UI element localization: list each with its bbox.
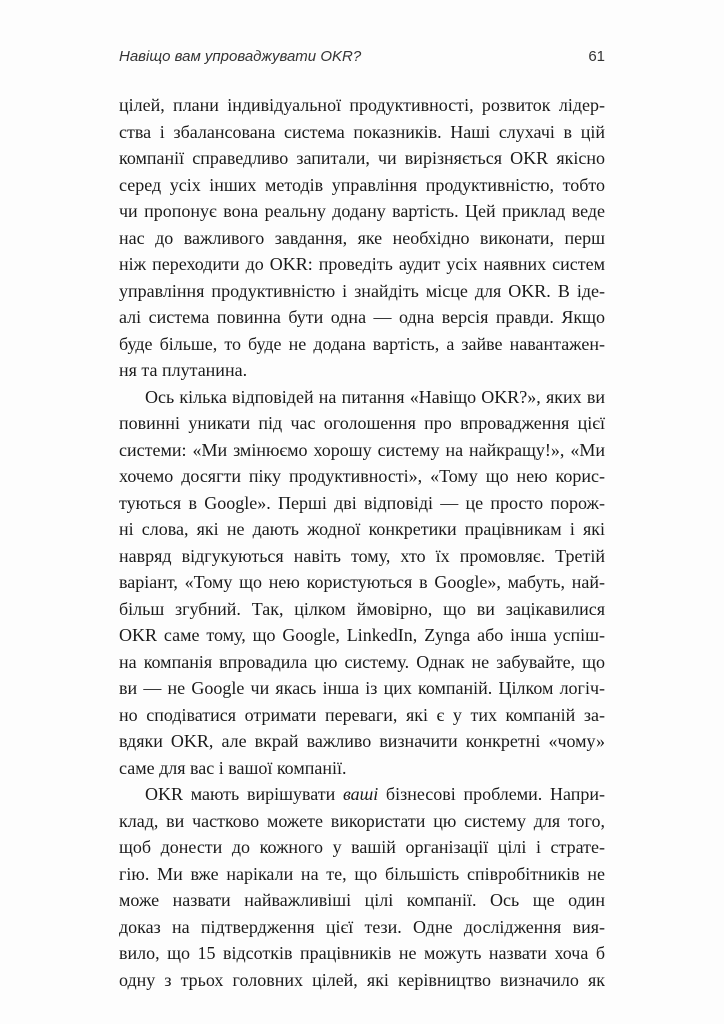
text-line: гію. Ми вже нарікали на те, що більшість співробітників не <box>119 863 605 884</box>
text-line: алі система повинна бути одна — одна версія правди. Якщо <box>119 307 605 327</box>
text-line: системи: «Ми змінюємо хорошу систему на найкращу!», «Ми <box>119 439 605 460</box>
paragraph-end-line: ня та плутанина. <box>119 360 248 380</box>
text-line: управління продуктивністю і знайдіть місце для OKR. В іде- <box>119 280 605 301</box>
text-line: клад, ви частково можете використати цю систему для того, <box>119 810 605 831</box>
text-line: ви — не Google чи якась інша із цих компаній. Цілком логіч- <box>119 678 605 698</box>
text-line: доказ на підтвердження цієї тези. Одне дослідження вия- <box>119 916 605 937</box>
text-line: хочемо досягти піку продуктивності», «Тому що нею корис- <box>119 466 605 486</box>
text-line: щоб донести до кожного у вашій організації цілі і страте- <box>119 837 605 857</box>
text-line: туються в Google». Перші дві відповіді — це просто порож- <box>119 492 605 513</box>
emphasis-text: ваші <box>342 784 379 804</box>
running-header <box>119 48 605 72</box>
page-number: 61 <box>588 48 605 65</box>
text-line: повинні уникати під час оголошення про впровадження цієї <box>119 413 605 433</box>
text-line: одну з трьох головних цілей, які керівництво визначило як <box>119 969 605 990</box>
text-line: но сподіватися отримати переваги, які є у тих компаній за- <box>119 704 605 725</box>
text-line: більш згубний. Так, цілком ймовірно, що ви зацікавилися <box>119 598 605 619</box>
text-line: на компанія впровадила цю систему. Однак не забувайте, що <box>119 651 605 672</box>
chapter-title: Навіщо вам упроваджувати OKR? <box>119 48 362 65</box>
paragraph-first-line: Ось кілька відповідей на питання «Навіщо OKR?», яких ви <box>145 386 605 407</box>
text-line: чи пропонує вона реальну додану вартість. Цей приклад веде <box>119 201 605 221</box>
text-line: може назвати найважливіші цілі компанії. Ось ще один <box>119 890 605 910</box>
text-line: варіант, «Тому що нею користуються в Google», мабуть, най- <box>119 572 605 592</box>
body-text <box>119 92 605 993</box>
text-line: вдяки OKR, але вкрай важливо визначити конкретні «чому» <box>119 731 605 751</box>
text-line: ства і збалансована система показників. Наші слухачі в цій <box>119 121 605 142</box>
paragraph-first-line: OKR мають вирішувати ваші бізнесові проблеми. Напри- <box>145 784 605 804</box>
text-line: компанії справедливо запитали, чи вирізняється OKR якісно <box>119 148 605 168</box>
paragraph-end-line: саме для вас і вашої компанії. <box>119 757 347 778</box>
text-line: нас до важливого завдання, яке необхідно виконати, перш <box>119 227 605 248</box>
text-line: буде більше, то буде не додана вартість, а зайве навантажен- <box>119 333 605 354</box>
text-line: цілей, плани індивідуальної продуктивності, розвиток лідер- <box>119 95 605 115</box>
text-line: ніж переходити до OKR: проведіть аудит усіх наявних систем <box>119 254 605 274</box>
text-line: вило, що 15 відсотків працівників не можуть назвати хоча б <box>119 943 605 963</box>
text-line: серед усіх інших методів управління продуктивністю, тобто <box>119 174 605 195</box>
text-line: ні слова, які не дають жодної конкретики працівникам і які <box>119 519 605 539</box>
text-line: навряд відгукуються навіть тому, хто їх промовляє. Третій <box>119 545 605 566</box>
text-line: OKR саме тому, що Google, LinkedIn, Zynga або інша успіш- <box>119 625 605 645</box>
